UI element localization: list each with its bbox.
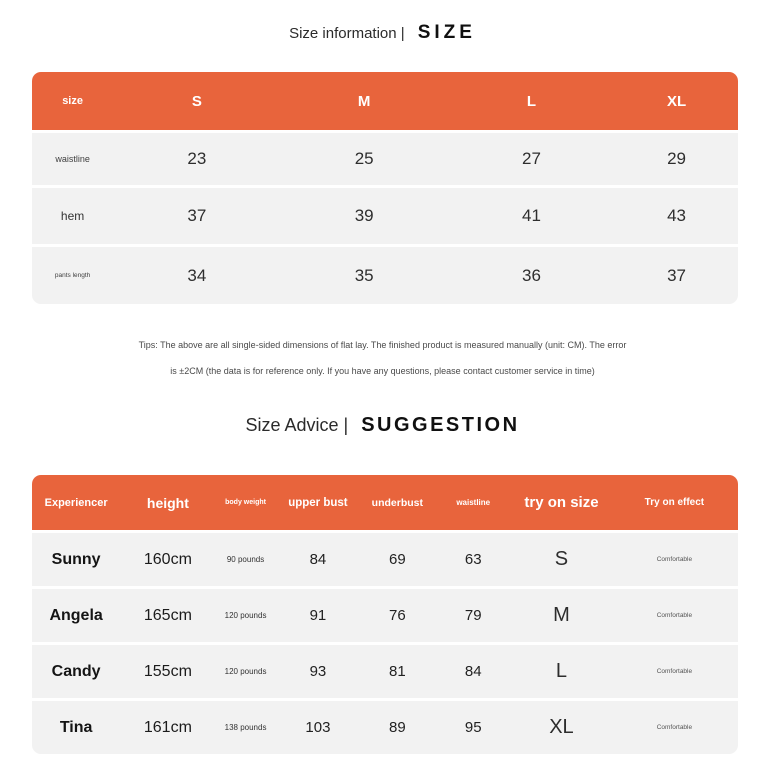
try-on-effect-value: Comfortable xyxy=(656,724,693,731)
upper-bust-value: 93 xyxy=(309,663,327,680)
experiencer-weight: 120 pounds xyxy=(224,667,267,676)
hem-xl: 43 xyxy=(667,206,686,225)
try-on-size-value: XL xyxy=(549,716,574,738)
size-info-title-text: Size information | xyxy=(289,25,405,42)
size-table-header-xl: XL xyxy=(666,92,687,110)
underbust-value: 89 xyxy=(388,719,406,736)
pants-length-xl: 37 xyxy=(667,265,686,285)
waistline-value: 84 xyxy=(464,663,482,680)
pants-length-l: 36 xyxy=(522,265,541,285)
table-row-tina xyxy=(32,701,738,754)
waistline-value: 63 xyxy=(464,551,482,568)
row-label-hem: hem xyxy=(60,209,85,223)
try-on-size-value: M xyxy=(553,604,570,626)
header-underbust: underbust xyxy=(371,496,423,509)
suggestion-table xyxy=(32,475,738,754)
experiencer-height: 165cm xyxy=(143,606,192,624)
experiencer-weight: 90 pounds xyxy=(226,555,265,564)
size-table-header-size: size xyxy=(62,95,83,107)
suggestion-table-header-row xyxy=(32,475,738,530)
header-upper-bust: upper bust xyxy=(288,496,348,509)
tips-line-2: is ±2CM (the data is for reference only. If you have any questions, please contact customer service in time) xyxy=(170,366,595,376)
row-label-pants-length: pants length xyxy=(54,272,91,279)
experiencer-height: 161cm xyxy=(143,718,192,736)
waistline-xl: 29 xyxy=(667,149,686,168)
experiencer-name: Sunny xyxy=(51,550,101,568)
measurement-tips xyxy=(0,332,765,384)
table-row-hem xyxy=(32,188,738,244)
experiencer-weight: 120 pounds xyxy=(224,611,267,620)
waistline-value: 95 xyxy=(464,719,482,736)
tips-line-1: Tips: The above are all single-sided dimensions of flat lay. The finished product is measured manually (unit: CM). The error xyxy=(138,340,627,350)
size-table-header-l: L xyxy=(526,92,537,110)
hem-l: 41 xyxy=(522,206,541,225)
underbust-value: 76 xyxy=(388,607,406,624)
size-info-title xyxy=(0,22,765,44)
try-on-size-value: L xyxy=(555,660,568,682)
waistline-s: 23 xyxy=(187,149,207,168)
try-on-effect-value: Comfortable xyxy=(656,612,693,619)
experiencer-name: Angela xyxy=(49,606,103,624)
header-height: height xyxy=(146,494,189,511)
size-info-title-en: SIZE xyxy=(417,22,476,43)
table-row-sunny xyxy=(32,533,738,586)
size-advice-title xyxy=(0,414,765,437)
table-row-pants-length xyxy=(32,247,738,304)
size-table xyxy=(32,72,738,304)
size-advice-title-text: Size Advice | xyxy=(245,415,349,435)
hem-m: 39 xyxy=(354,206,374,225)
experiencer-height: 155cm xyxy=(143,662,192,680)
try-on-effect-value: Comfortable xyxy=(656,556,693,563)
header-waistline: waistline xyxy=(456,498,491,507)
waistline-m: 25 xyxy=(354,149,374,168)
size-advice-title-en: SUGGESTION xyxy=(361,414,520,436)
pants-length-s: 34 xyxy=(187,265,207,285)
table-row-angela xyxy=(32,589,738,642)
table-row-candy xyxy=(32,645,738,698)
underbust-value: 69 xyxy=(388,551,406,568)
try-on-size-value: S xyxy=(554,548,569,570)
size-table-header-m: M xyxy=(357,92,371,110)
waistline-l: 27 xyxy=(522,149,541,168)
row-label-waistline: waistline xyxy=(55,154,90,164)
header-body-weight: body weight xyxy=(225,499,266,506)
pants-length-m: 35 xyxy=(354,265,374,285)
header-try-on-effect: Try on effect xyxy=(644,497,705,508)
experiencer-height: 160cm xyxy=(143,550,192,568)
upper-bust-value: 103 xyxy=(305,719,331,736)
upper-bust-value: 84 xyxy=(309,551,327,568)
underbust-value: 81 xyxy=(388,663,406,680)
experiencer-weight: 138 pounds xyxy=(224,723,267,732)
size-table-header-s: S xyxy=(191,92,202,110)
experiencer-name: Tina xyxy=(59,718,93,736)
upper-bust-value: 91 xyxy=(309,607,327,624)
size-table-header-row xyxy=(32,72,738,130)
header-try-on-size: try on size xyxy=(524,494,599,511)
try-on-effect-value: Comfortable xyxy=(656,668,693,675)
hem-s: 37 xyxy=(187,206,207,225)
header-experiencer: Experiencer xyxy=(44,496,108,509)
table-row-waistline xyxy=(32,133,738,185)
waistline-value: 79 xyxy=(464,607,482,624)
experiencer-name: Candy xyxy=(51,662,101,680)
